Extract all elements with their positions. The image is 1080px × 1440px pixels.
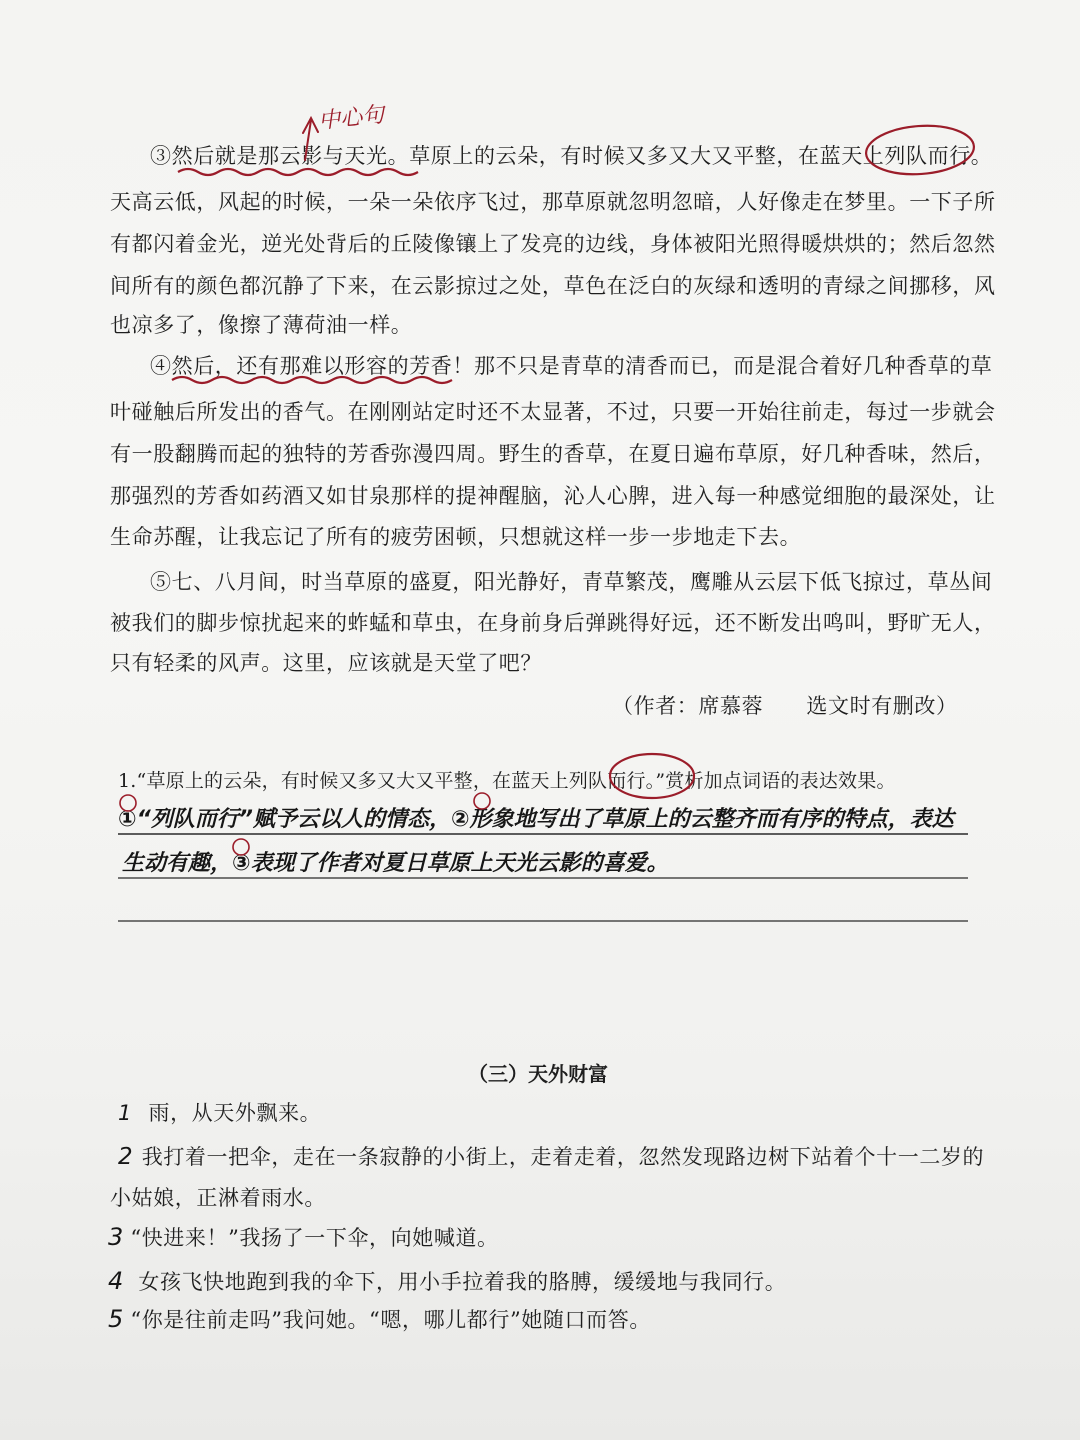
- handwritten-answer-line-1: ①“列队而行”赋予云以人的情态，②形象地写出了草原上的云整齐而有序的特点，表达: [118, 807, 954, 832]
- section3-line-4: [108, 1222, 499, 1252]
- line-number: 2: [118, 1144, 133, 1170]
- p5-line-1: ⑤七、八月间，时当草原的盛夏，阳光静好，青草繁茂，鹰雕从云层下低飞掠过，草丛间: [150, 570, 993, 594]
- p4-line-1: ④然后，还有那难以形容的芳香！那不只是青草的清香而已，而是混合着好几种香草的草: [150, 354, 993, 378]
- p4-line-2: 叶碰触后所发出的香气。在刚刚站定时还不太显著，不过，只要一开始往前走，每过一步就会: [110, 400, 996, 424]
- line-text: “你是往前走吗”我问她。“嗯，哪儿都行”她随口而答。: [130, 1308, 651, 1332]
- line-number: 1: [118, 1101, 132, 1125]
- line-text: “快进来！”我扬了一下伞，向她喊道。: [130, 1226, 499, 1250]
- p4-line-4: 那强烈的芳香如药酒又如甘泉那样的提神醒脑，沁人心脾，进入每一种感觉细胞的最深处，让: [110, 484, 996, 508]
- center-sentence-annotation: 中心句: [317, 102, 386, 135]
- section3-line-6: [108, 1304, 651, 1334]
- section3-line-5: [108, 1266, 786, 1296]
- p3-line-3: 有都闪着金光，逆光处背后的丘陵像镶上了发亮的边线，身体被阳光照得暖烘烘的；然后忽然: [110, 232, 996, 256]
- p4-line-3: 有一股翻腾而起的独特的芳香弥漫四周。野生的香草，在夏日遍布草原，好几种香味，然后，: [110, 442, 996, 466]
- p5-line-2: 被我们的脚步惊扰起来的蚱蜢和草虫，在身前身后弹跳得好远，还不断发出鸣叫，野旷无人，: [110, 611, 996, 635]
- section3-line-3: [110, 1182, 326, 1212]
- p4-line-5: 生命苏醒，让我忘记了所有的疲劳困顿，只想就这样一步一步地走下去。: [110, 525, 802, 549]
- section3-line-2: [118, 1141, 984, 1171]
- p3-line-5: 也凉多了，像擦了薄荷油一样。: [110, 313, 413, 337]
- p5-line-3: 只有轻柔的风声。这里，应该就是天堂了吧？: [110, 651, 542, 675]
- line-text: 女孩飞快地跑到我的伞下，用小手拉着我的胳膊，缓缓地与我同行。: [138, 1270, 787, 1294]
- line-text: 我打着一把伞，走在一条寂静的小街上，走着走着，忽然发现路边树下站着个十一二岁的: [141, 1145, 985, 1169]
- section-title: （三）天外财富: [468, 1062, 608, 1086]
- p3-line-1: ③然后就是那云影与天光。草原上的云朵，有时候又多又大又平整，在蓝天上列队而行。: [150, 144, 993, 168]
- section3-line-1: [118, 1097, 321, 1127]
- line-number: 5: [108, 1305, 124, 1333]
- line-text: 小姑娘，正淋着雨水。: [110, 1186, 326, 1210]
- line-number: 4: [108, 1267, 124, 1295]
- handwritten-answer-line-2: 生动有趣，③表现了作者对夏日草原上天光云影的喜爱。: [122, 851, 669, 876]
- line-number: 3: [108, 1223, 124, 1251]
- source-attribution: （作者：席慕蓉 选文时有删改）: [612, 694, 958, 718]
- question-1: 1.“草原上的云朵，有时候又多又大又平整，在蓝天上列队而行。”赏析加点词语的表达效果。: [118, 770, 896, 792]
- p3-line-2: 天高云低，风起的时候，一朵一朵依序飞过，那草原就忽明忽暗，人好像走在梦里。一下子所: [110, 190, 996, 214]
- line-text: 雨，从天外飘来。: [148, 1101, 322, 1125]
- p3-line-4: 间所有的颜色都沉静了下来，在云影掠过之处，草色在泛白的灰绿和透明的青绿之间挪移，风: [110, 274, 996, 298]
